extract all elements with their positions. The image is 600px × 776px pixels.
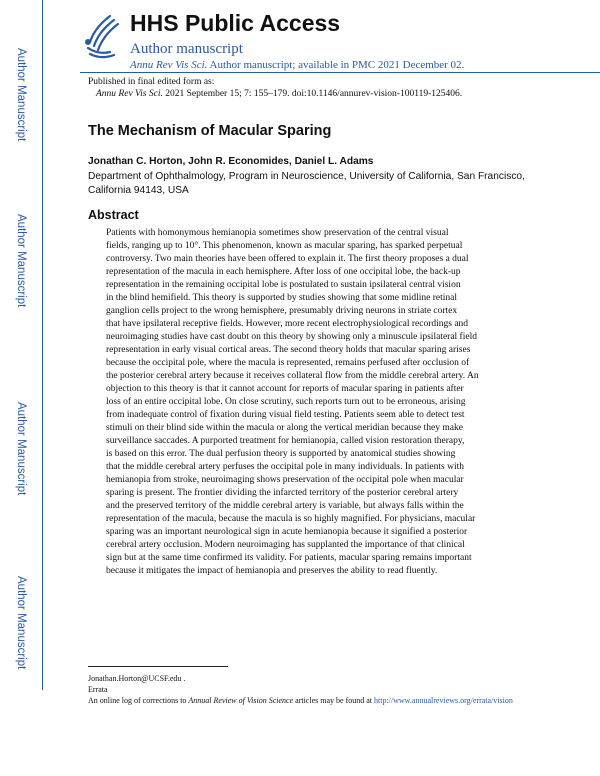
abstract-line: cerebral artery occlusion. Modern neuroimaging has supplanted the importance of that clinical <box>106 540 465 550</box>
article-affiliation: Department of Ophthalmology, Program in Neuroscience, University of California, San Francisco, California 94143, USA <box>88 171 525 196</box>
abstract-heading: Abstract <box>88 208 139 222</box>
abstract-line: from inadequate control of fixation during visual field testing. Patients seem able to detect test <box>106 410 465 420</box>
abstract-body <box>106 227 526 578</box>
abstract-line: representation of the macula in each hemisphere. After loss of one occipital lobe, the back-up <box>106 267 461 277</box>
footnote-errata-label: Errata <box>88 685 108 694</box>
abstract-line: stimuli on their blind side within the macula or along the vertical meridian because they make <box>106 423 463 433</box>
abstract-line: because it mitigates the impact of hemianopia and preserves the ability to read fluently. <box>106 566 438 576</box>
abstract-line: representation in early visual cortical areas. The second theory holds that macular sparing arises <box>106 345 471 355</box>
article-title: The Mechanism of Macular Sparing <box>88 123 332 139</box>
author-manuscript-sidebar <box>0 0 43 776</box>
sidebar-divider <box>42 570 43 690</box>
abstract-line: sparing is present. The frontier dividing the infarcted territory of the posterior cerebral artery <box>106 488 459 498</box>
author-manuscript-label: Author manuscript <box>130 41 243 57</box>
publication-citation: Annu Rev Vis Sci. 2021 September 15; 7: 155–179. doi:10.1146/annurev-vision-100119-125406. <box>96 89 463 99</box>
availability-line: Annu Rev Vis Sci. Author manuscript; available in PMC 2021 December 02. <box>130 59 465 71</box>
footnote-email[interactable]: Jonathan.Horton@UCSF.edu . <box>88 674 186 683</box>
abstract-line: hemianopia from stroke, neuroimaging shows preservation of the occipital pole when macular <box>106 475 464 485</box>
sidebar-divider <box>42 394 43 570</box>
footnote-errata: An online log of corrections to Annual Review of Vision Science articles may be found at http://www.annualreviews.org/errata/vision <box>88 696 513 705</box>
abstract-line: representation of the macula, because the macula is so highly magnified. For physicians, macular <box>106 514 476 524</box>
abstract-line: Patients with homonymous hemianopia sometimes show preservation of the central visual <box>106 228 449 238</box>
abstract-line: neuroimaging studies have cast doubt on this theory by showing only a minuscule ipsilateral field <box>106 332 477 342</box>
abstract-line: representation in the remaining occipital lobe is postulated to sustain ipsilateral central vision <box>106 280 461 290</box>
abstract-line: surveillance saccades. A purported treatment for hemianopia, called vision restoration therapy, <box>106 436 465 446</box>
errata-link[interactable]: http://www.annualreviews.org/errata/vision <box>374 696 513 705</box>
published-label: Published in final edited form as: <box>88 77 215 87</box>
abstract-line: objection to this theory is that it cannot account for reports of macular sparing in patients after <box>106 384 464 394</box>
abstract-line: that have ipsilateral receptive fields. However, more recent electrophysiological recordings and <box>106 319 469 329</box>
abstract-line: because the occipital pole, where the macula is represented, remains perfused after occlusion of <box>106 358 470 368</box>
abstract-line: sign but at the same time confirmed its validity. For patients, macular sparing remains important <box>106 553 472 563</box>
abstract-line: the posterior cerebral artery because it receives collateral flow from the middle cerebral artery. An <box>106 371 479 381</box>
abstract-line: in the blind hemifield. This theory is supported by studies showing that some midline retinal <box>106 293 458 303</box>
footnote-divider <box>88 666 228 667</box>
sidebar-divider <box>42 198 43 394</box>
sidebar-label: Author Manuscript <box>15 402 27 496</box>
abstract-line: is based on this error. The dual perfusion theory is supported by anatomical studies showing <box>106 449 456 459</box>
abstract-line: loss of an entire occipital lobe. On close scrutiny, such reports turn out to be erroneous, arising <box>106 397 466 407</box>
abstract-line: that the middle cerebral artery perfuses the occipital pole in many individuals. In patients with <box>106 462 464 472</box>
sidebar-label: Author Manuscript <box>15 576 27 670</box>
sidebar-divider <box>42 0 43 198</box>
abstract-line: sparing was an important neurological sign in acute hemianopia because it signified a posterior <box>106 527 468 537</box>
sidebar-label: Author Manuscript <box>15 48 27 142</box>
hhs-title: HHS Public Access <box>130 10 341 36</box>
abstract-line: and the preserved territory of the middle cerebral artery is variable, but always falls within the <box>106 501 464 511</box>
sidebar-label: Author Manuscript <box>15 214 27 308</box>
abstract-line: controversy. Two main theories have been offered to explain it. The first theory proposes a dual <box>106 254 469 264</box>
header-divider <box>80 72 600 73</box>
abstract-line: ganglion cells project to the wrong hemisphere, presumably driving neurons in striate cortex <box>106 306 458 316</box>
hhs-eagle-logo-icon <box>80 12 124 62</box>
hhs-header <box>80 12 600 74</box>
article-authors: Jonathan C. Horton, John R. Economides, Daniel L. Adams <box>88 156 374 167</box>
abstract-line: fields, ranging up to 10°. This phenomenon, known as macular sparing, has sparked perpetual <box>106 241 463 251</box>
